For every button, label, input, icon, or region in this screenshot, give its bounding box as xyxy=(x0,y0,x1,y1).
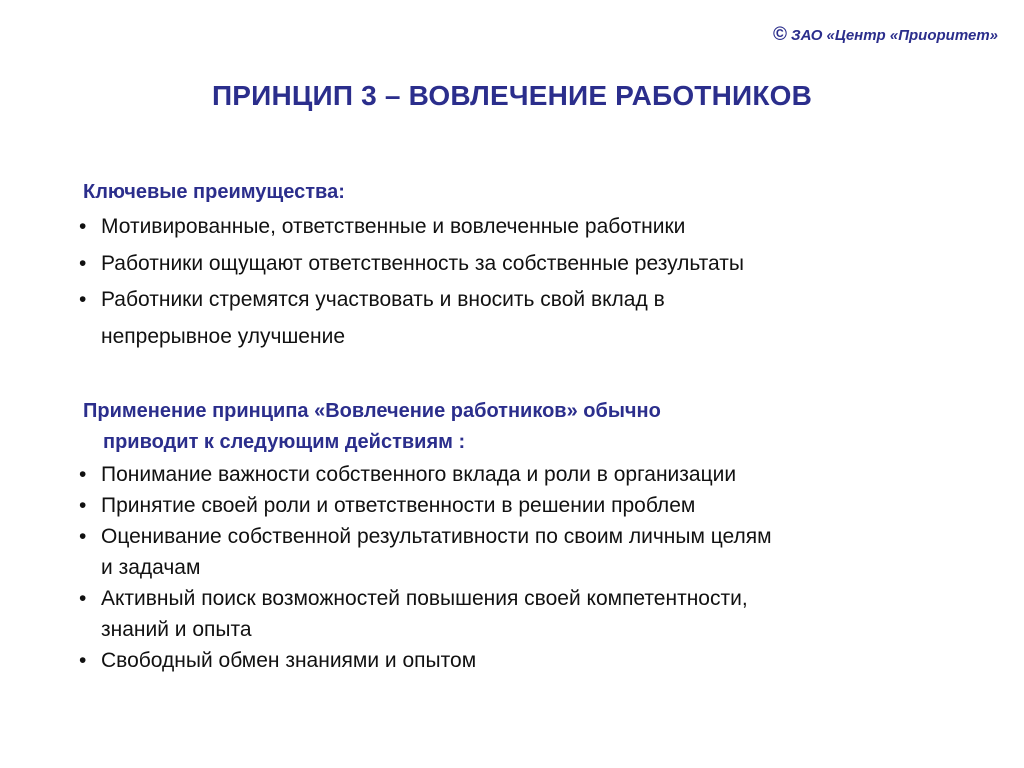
list-item xyxy=(77,459,772,490)
list-item-text-continued: знаний и опыта xyxy=(101,618,252,641)
list-item-text: Активный поиск возможностей повышения своей компетентности, xyxy=(101,587,748,610)
bullet-icon: • xyxy=(79,587,87,610)
bullet-icon: • xyxy=(79,525,87,548)
bullet-icon: • xyxy=(79,463,87,486)
list-item-text-continued: и задачам xyxy=(101,556,201,579)
list-item-text: Работники стремятся участвовать и вносить свой вклад в xyxy=(101,288,665,311)
list-item-text-continued: непрерывное улучшение xyxy=(101,324,345,348)
list-item-text: Оценивание собственной результативности по своим личным целям xyxy=(101,525,772,548)
list-item-text: Понимание важности собственного вклада и роли в организации xyxy=(101,463,737,486)
section2-heading-line1: Применение принципа «Вовлечение работников» обычно xyxy=(83,400,661,422)
copyright-text: ЗАО «Центр «Приоритет» xyxy=(790,27,998,44)
bullet-icon: • xyxy=(79,251,87,275)
list-item-text: Работники ощущают ответственность за собственные результаты xyxy=(101,251,744,275)
list-item xyxy=(77,490,772,521)
list-item xyxy=(77,521,772,583)
copyright-notice xyxy=(773,24,998,46)
list-item-text: Мотивированные, ответственные и вовлеченные работники xyxy=(101,215,686,238)
list-item-text: Принятие своей роли и ответственности в решении проблем xyxy=(101,494,696,517)
list-item xyxy=(77,583,772,645)
slide-title: ПРИНЦИП 3 – ВОВЛЕЧЕНИЕ РАБОТНИКОВ xyxy=(211,80,813,111)
bullet-icon: • xyxy=(79,288,87,311)
list-item xyxy=(77,209,744,246)
section2-heading-line2: приводит к следующим действиям : xyxy=(103,431,466,453)
section1-heading: Ключевые преимущества: xyxy=(83,181,345,203)
advantages-list xyxy=(77,209,744,355)
list-item xyxy=(77,645,772,676)
actions-list xyxy=(77,459,772,676)
copyright-icon: © xyxy=(772,24,787,45)
bullet-icon: • xyxy=(79,649,87,672)
list-item xyxy=(77,246,744,283)
list-item xyxy=(77,282,744,355)
list-item-text: Свободный обмен знаниями и опытом xyxy=(101,649,477,672)
bullet-icon: • xyxy=(79,494,87,517)
bullet-icon: • xyxy=(79,215,87,238)
